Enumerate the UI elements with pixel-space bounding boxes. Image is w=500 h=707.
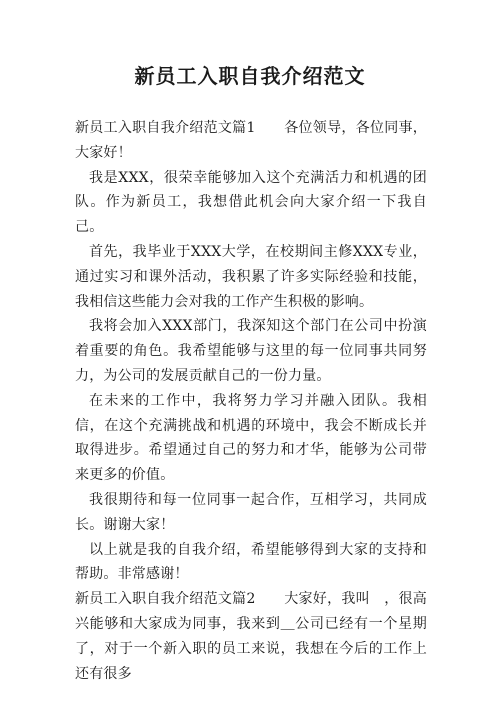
paragraph: 我将会加入XXX部门，我深知这个部门在公司中扮演着重要的角色。我希望能够与这里的每一位同事共同努力，为公司的发展贡献自己的一份力量。 <box>75 318 427 384</box>
paragraph: 我很期待和每一位同事一起合作，互相学习，共同成长。谢谢大家！ <box>75 491 427 533</box>
paragraph: 首先，我毕业于XXX大学，在校期间主修XXX专业，通过实习和课外活动，我积累了许多实际经验和技能，我相信这些能力会对我的工作产生积极的影响。 <box>75 243 427 310</box>
paragraph: 以上就是我的自我介绍，希望能够得到大家的支持和帮助。非常感谢！ <box>75 541 427 583</box>
paragraph: 新员工入职自我介绍范文篇1 各位领导，各位同事，大家好！ <box>75 120 427 161</box>
paragraph: 新员工入职自我介绍范文篇2 大家好，我叫 ，很高兴能够和大家成为同事，我来到＿公司已经有一个星期了，对于一个新入职的员工来说，我想在今后的工作上还有很多 <box>75 591 427 682</box>
paragraph: 我是XXX，很荣幸能够加入这个充满活力和机遇的团队。作为新员工，我想借此机会向大家介绍一下我自己。 <box>75 169 427 236</box>
document-title: 新员工入职自我介绍范文 <box>134 64 366 88</box>
paragraph: 在未来的工作中，我将努力学习并融入团队。我相信，在这个充满挑战和机遇的环境中，我会不断成长并取得进步。希望通过自己的努力和才华，能够为公司带来更多的价值。 <box>75 392 427 484</box>
document-body <box>75 116 427 686</box>
